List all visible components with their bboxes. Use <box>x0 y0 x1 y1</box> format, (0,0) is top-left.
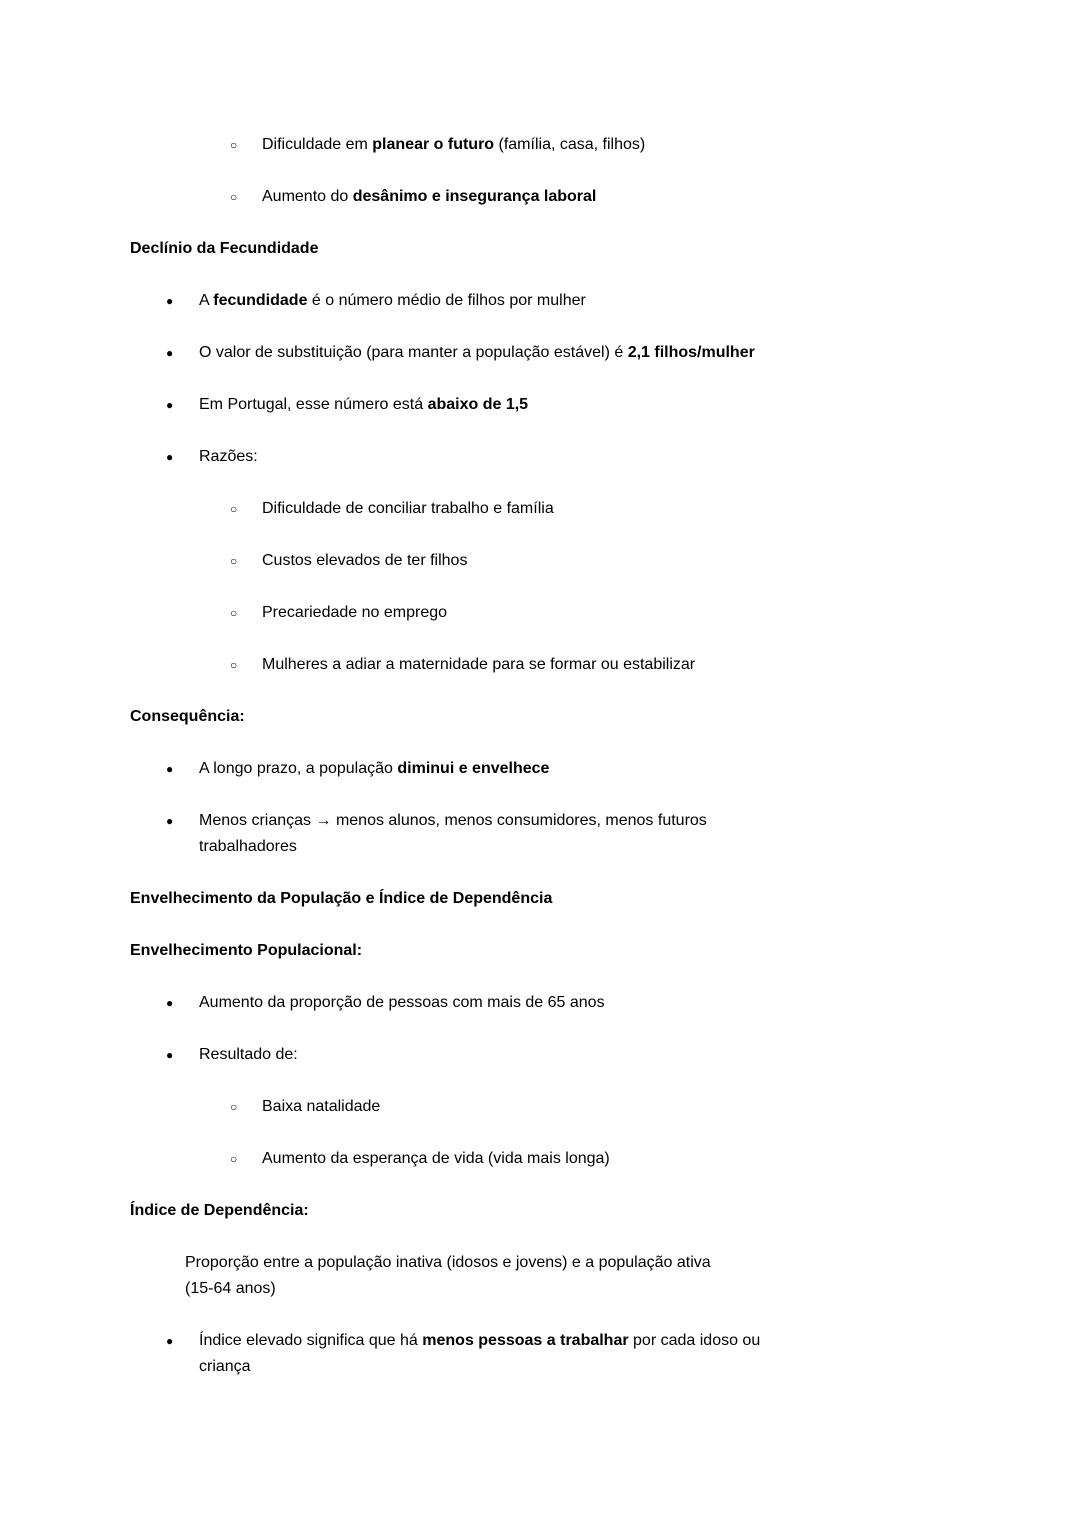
text-run: (família, casa, filhos) <box>494 136 646 153</box>
text-run: abaixo de 1,5 <box>427 396 529 413</box>
text-line <box>130 942 362 959</box>
sub-list-item <box>130 1146 950 1172</box>
text-run: Resultado de: <box>199 1046 298 1063</box>
text-line <box>262 1094 950 1120</box>
text-line <box>130 240 318 257</box>
text-run: O valor de substituição (para manter a população estável) é <box>199 344 628 361</box>
text-line <box>262 496 950 522</box>
text-line <box>199 340 950 366</box>
text-run: Custos elevados de ter filhos <box>262 552 468 569</box>
sub-list-item <box>130 600 950 626</box>
text-run: menos pessoas a trabalhar <box>422 1332 629 1349</box>
text-run: por cada idoso ou <box>628 1332 761 1349</box>
text-line <box>262 548 950 574</box>
text-run: A <box>199 292 214 309</box>
text-run: é o número médio de filhos por mulher <box>307 292 586 309</box>
text-run: Consequência: <box>130 708 245 725</box>
filled-bullet-icon: ● <box>166 346 174 360</box>
text-run: diminui e envelhece <box>397 760 550 777</box>
list-item <box>130 392 950 418</box>
filled-bullet-icon: ● <box>166 762 174 776</box>
text-line <box>262 1146 950 1172</box>
text-run: Índice elevado significa que há <box>199 1332 423 1349</box>
text-line <box>262 184 950 210</box>
filled-bullet-icon: ● <box>166 1048 174 1062</box>
sub-list-item <box>130 652 950 678</box>
text-run: Índice de Dependência: <box>130 1202 309 1219</box>
text-run: Mulheres a adiar a maternidade para se formar ou estabilizar <box>262 656 696 673</box>
text-line <box>130 708 245 725</box>
section-heading <box>130 236 950 262</box>
text-run: planear o futuro <box>372 136 495 153</box>
text-run: Menos crianças → menos alunos, menos consumidores, menos futuros <box>199 812 707 829</box>
section-heading <box>130 938 950 964</box>
text-run: Precariedade no emprego <box>262 604 448 621</box>
text-line <box>199 1042 950 1068</box>
list-item <box>130 340 950 366</box>
open-bullet-icon: ○ <box>230 138 238 152</box>
text-run: 2,1 filhos/mulher <box>627 344 755 361</box>
filled-bullet-icon: ● <box>166 1334 174 1348</box>
open-bullet-icon: ○ <box>230 554 238 568</box>
text-line <box>262 652 950 678</box>
text-line <box>199 756 950 782</box>
list-item <box>130 288 950 314</box>
open-bullet-icon: ○ <box>230 1100 238 1114</box>
text-line <box>199 990 950 1016</box>
text-run: Dificuldade em <box>262 136 373 153</box>
text-line <box>262 600 950 626</box>
filled-bullet-icon: ● <box>166 996 174 1010</box>
open-bullet-icon: ○ <box>230 658 238 672</box>
text-line <box>130 890 552 907</box>
text-run: Aumento da esperança de vida (vida mais longa) <box>262 1150 610 1167</box>
sub-list-item <box>130 496 950 522</box>
text-run: Envelhecimento da População e Índice de Dependência <box>130 890 553 907</box>
list-item <box>130 756 950 782</box>
sub-list-item <box>130 184 950 210</box>
filled-bullet-icon: ● <box>166 450 174 464</box>
list-item <box>130 1328 950 1380</box>
sub-list-item <box>130 548 950 574</box>
text-line <box>199 1328 950 1380</box>
open-bullet-icon: ○ <box>230 1152 238 1166</box>
text-run: Aumento da proporção de pessoas com mais de 65 anos <box>199 994 605 1011</box>
list-item <box>130 808 950 860</box>
text-line <box>199 288 950 314</box>
text-run: (15-64 anos) <box>185 1280 276 1297</box>
open-bullet-icon: ○ <box>230 606 238 620</box>
sub-list-item <box>130 1094 950 1120</box>
filled-bullet-icon: ● <box>166 294 174 308</box>
open-bullet-icon: ○ <box>230 502 238 516</box>
paragraph <box>130 1250 950 1302</box>
text-run: desânimo e insegurança laboral <box>352 188 597 205</box>
text-run: fecundidade <box>213 292 308 309</box>
text-line <box>262 132 950 158</box>
text-run: Proporção entre a população inativa (idosos e jovens) e a população ativa <box>185 1254 711 1271</box>
text-run: Envelhecimento Populacional: <box>130 942 363 959</box>
text-line <box>130 1202 309 1219</box>
text-run: trabalhadores <box>199 838 297 855</box>
text-run: Aumento do <box>262 188 353 205</box>
section-heading <box>130 886 950 912</box>
text-run: Razões: <box>199 448 258 465</box>
text-run: Declínio da Fecundidade <box>130 240 319 257</box>
text-run: A longo prazo, a população <box>199 760 398 777</box>
section-heading <box>130 1198 950 1224</box>
text-run: Em Portugal, esse número está <box>199 396 428 413</box>
list-item <box>130 1042 950 1068</box>
section-heading <box>130 704 950 730</box>
text-line <box>199 444 950 470</box>
list-item <box>130 990 950 1016</box>
sub-list-item <box>130 132 950 158</box>
text-line <box>199 392 950 418</box>
list-item <box>130 444 950 470</box>
filled-bullet-icon: ● <box>166 398 174 412</box>
text-run: criança <box>199 1358 251 1375</box>
text-run: Dificuldade de conciliar trabalho e família <box>262 500 554 517</box>
open-bullet-icon: ○ <box>230 190 238 204</box>
text-line <box>199 808 950 860</box>
text-line <box>185 1254 711 1297</box>
text-run: Baixa natalidade <box>262 1098 381 1115</box>
filled-bullet-icon: ● <box>166 814 174 828</box>
